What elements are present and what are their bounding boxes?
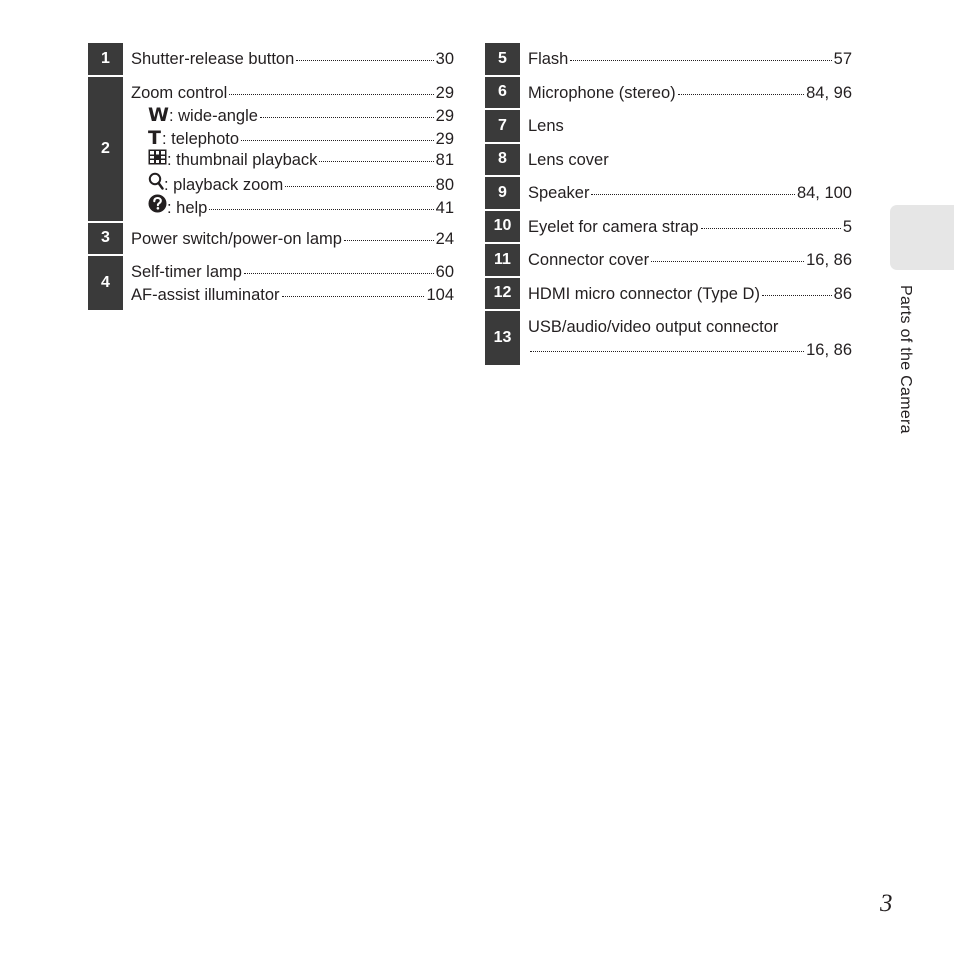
part-label: : wide-angle [168, 107, 258, 125]
part-row [88, 43, 454, 75]
page-reference: 80 [435, 175, 454, 194]
part-entry [528, 82, 852, 105]
page-number: 3 [880, 890, 893, 917]
dot-leader [530, 351, 804, 352]
thumbnail-grid-icon [148, 149, 167, 165]
page-reference: 24 [435, 229, 454, 248]
dot-leader [282, 296, 425, 297]
page-reference: 84, 96 [806, 83, 852, 102]
page-reference: 57 [833, 50, 852, 68]
part-entries [520, 244, 852, 276]
page-reference: 41 [435, 199, 454, 217]
part-entry [131, 82, 454, 105]
part-entry [131, 228, 454, 251]
part-entries [520, 311, 852, 365]
page-reference: 16, 86 [806, 251, 852, 269]
part-entries [520, 43, 852, 75]
part-entries [520, 110, 852, 142]
dot-leader [678, 94, 804, 95]
dot-leader [319, 161, 433, 162]
part-entry [131, 172, 454, 195]
part-number-badge: 1 [88, 43, 123, 75]
part-row [485, 144, 852, 176]
dot-leader [229, 94, 433, 95]
page-reference: 60 [435, 263, 454, 281]
part-number-badge: 10 [485, 211, 520, 243]
wide-angle-w-icon: W [148, 104, 169, 126]
part-row [485, 177, 852, 209]
part-entry [528, 283, 852, 306]
page-reference: 5 [842, 217, 852, 236]
dot-leader [591, 194, 794, 195]
part-number-badge: 8 [485, 144, 520, 176]
page-reference: 29 [435, 129, 454, 148]
part-entry [131, 149, 454, 172]
section-tab [890, 205, 954, 270]
part-entry [528, 316, 852, 339]
part-entries [123, 256, 454, 310]
part-number-badge: 11 [485, 244, 520, 276]
part-number-badge: 2 [88, 77, 123, 221]
part-row [485, 244, 852, 276]
section-tab-label: Parts of the Camera [897, 285, 914, 434]
dot-leader [701, 228, 841, 229]
part-label: Lens cover [528, 150, 609, 169]
magnifier-icon [148, 172, 164, 190]
page-reference: 16, 86 [806, 340, 852, 359]
part-row [485, 110, 852, 142]
part-number-badge: 12 [485, 278, 520, 310]
telephoto-t-icon: T [148, 126, 161, 149]
part-entry [528, 115, 852, 138]
dot-leader [260, 117, 434, 118]
part-label: : help [167, 199, 208, 217]
part-label: Eyelet for camera strap [528, 217, 699, 236]
part-entries [520, 177, 852, 209]
part-label: Lens [528, 117, 564, 135]
parts-list-left [88, 43, 454, 312]
dot-leader [762, 295, 832, 296]
part-entry [131, 284, 454, 307]
part-number-badge: 13 [485, 311, 520, 365]
part-label: Speaker [528, 184, 590, 202]
dot-leader [651, 261, 804, 262]
part-entry [528, 249, 852, 272]
part-label: : telephoto [161, 129, 240, 148]
dot-leader [285, 186, 433, 187]
part-label: Zoom control [131, 83, 228, 102]
part-label: : thumbnail playback [167, 151, 318, 169]
part-row [485, 43, 852, 75]
part-entry [528, 339, 852, 362]
part-entry [131, 48, 454, 71]
part-number-badge: 9 [485, 177, 520, 209]
part-number-badge: 3 [88, 223, 123, 255]
part-entry [131, 194, 454, 217]
part-entries [520, 278, 852, 310]
part-entry [131, 261, 454, 284]
page-reference: 81 [435, 151, 454, 169]
dot-leader [209, 209, 433, 210]
part-label: HDMI micro connector (Type D) [528, 284, 760, 303]
part-entry [131, 127, 454, 150]
part-row [88, 256, 454, 310]
dot-leader [241, 140, 434, 141]
part-label: Microphone (stereo) [528, 83, 676, 102]
page-reference: 86 [833, 284, 852, 303]
part-row [485, 211, 852, 243]
part-row [485, 77, 852, 109]
page-reference: 104 [426, 285, 454, 304]
part-row [485, 311, 852, 365]
page-reference: 84, 100 [796, 184, 852, 202]
part-label: Self-timer lamp [131, 263, 242, 281]
part-entry [528, 149, 852, 172]
dot-leader [344, 240, 434, 241]
part-entry [528, 182, 852, 205]
parts-list-right [485, 43, 852, 367]
part-number-badge: 5 [485, 43, 520, 75]
part-row [88, 77, 454, 221]
part-label: Flash [528, 50, 569, 68]
dot-leader [244, 273, 434, 274]
page-reference: 30 [435, 50, 454, 68]
part-label: USB/audio/video output connector [528, 318, 779, 336]
part-entry [131, 104, 454, 127]
part-row [485, 278, 852, 310]
dot-leader [570, 60, 831, 61]
part-row [88, 223, 454, 255]
part-entry [528, 48, 852, 71]
page-reference: 29 [435, 83, 454, 102]
part-entries [123, 77, 454, 221]
help-question-icon [148, 194, 167, 213]
part-number-badge: 4 [88, 256, 123, 310]
part-entry [528, 216, 852, 239]
part-label: Shutter-release button [131, 50, 295, 68]
part-number-badge: 6 [485, 77, 520, 109]
part-label: : playback zoom [164, 175, 284, 194]
part-entries [520, 77, 852, 109]
page-reference: 29 [435, 107, 454, 125]
part-entries [123, 43, 454, 75]
part-entries [123, 223, 454, 255]
part-entries [520, 211, 852, 243]
part-label: Connector cover [528, 251, 650, 269]
part-entries [520, 144, 852, 176]
part-label: Power switch/power-on lamp [131, 229, 342, 248]
part-number-badge: 7 [485, 110, 520, 142]
dot-leader [296, 60, 433, 61]
part-label: AF-assist illuminator [131, 285, 280, 304]
